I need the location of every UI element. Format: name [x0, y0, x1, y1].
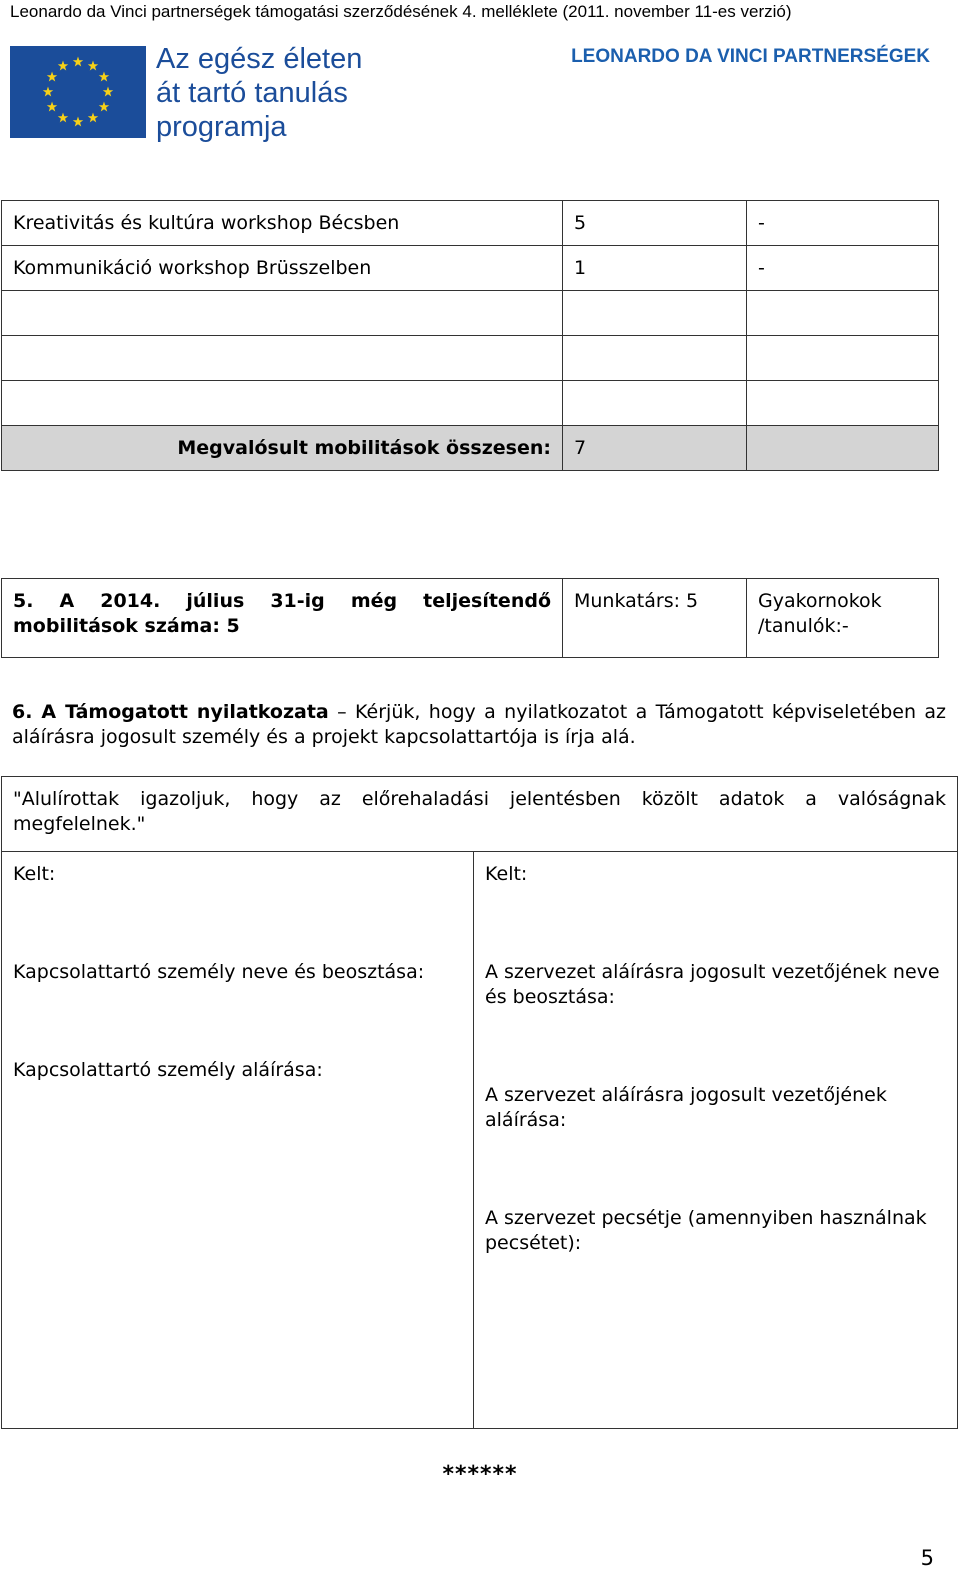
- mobility-staff-cell: [563, 381, 747, 426]
- contact-date-label: Kelt:: [13, 863, 56, 885]
- mobility-trainee-cell: [747, 381, 939, 426]
- remaining-trainees-line-2: /tanulók:-: [758, 615, 849, 637]
- mobility-row: [2, 246, 939, 291]
- eu-star-icon: [47, 102, 57, 112]
- stamp-label: A szervezet pecsétje (amennyiben használnak pecsétet):: [485, 1207, 927, 1254]
- logo-text: [156, 42, 362, 144]
- eu-flag-icon: [10, 46, 146, 138]
- declaration-statement: "Alulírottak igazoljuk, hogy az előrehaladási jelentésben közölt adatok a valóságnak megfelelnek.": [2, 777, 958, 852]
- eu-star-icon: [99, 102, 109, 112]
- contact-name-label: Kapcsolattartó személy neve és beosztása:: [13, 961, 425, 983]
- mobility-row: [2, 381, 939, 426]
- mobility-trainee-cell: [747, 291, 939, 336]
- remaining-label: [2, 579, 563, 658]
- logo-line-1: Az egész életen: [156, 43, 363, 75]
- total-row: [2, 426, 939, 471]
- eu-star-icon: [88, 112, 98, 122]
- mobility-staff-cell: [563, 336, 747, 381]
- mobility-name-cell: Kreativitás és kultúra workshop Bécsben: [2, 201, 563, 246]
- remaining-row: [2, 579, 939, 658]
- signature-row: [2, 852, 958, 1429]
- mobility-table: [1, 200, 939, 471]
- mobility-name-cell: Kommunikáció workshop Brüsszelben: [2, 246, 563, 291]
- end-stars: ******: [442, 1462, 518, 1487]
- remaining-trainees-line-1: Gyakornokok: [758, 590, 882, 612]
- eu-star-icon: [43, 87, 53, 97]
- mobility-staff-cell: 5: [563, 201, 747, 246]
- mobility-name-cell: [2, 381, 563, 426]
- mobility-row: [2, 336, 939, 381]
- program-title: LEONARDO DA VINCI PARTNERSÉGEK: [571, 46, 930, 67]
- eu-star-icon: [73, 117, 83, 127]
- eu-star-icon: [58, 61, 68, 71]
- page-number: 5: [920, 1546, 934, 1570]
- mobility-trainee-cell: -: [747, 246, 939, 291]
- remaining-trainees: [747, 579, 939, 658]
- contact-signature-cell: [2, 852, 474, 1429]
- remaining-staff: Munkatárs: 5: [563, 579, 747, 658]
- mobility-row: [2, 201, 939, 246]
- mobility-row: [2, 291, 939, 336]
- mobility-staff-cell: 1: [563, 246, 747, 291]
- llp-logo: [10, 43, 378, 146]
- total-empty-cell: [747, 426, 939, 471]
- leader-signature-cell: [474, 852, 958, 1429]
- eu-star-icon: [73, 57, 83, 67]
- remaining-label-line-1: 5. A 2014. július 31-ig még teljesítendő: [13, 590, 551, 612]
- total-value: 7: [563, 426, 747, 471]
- eu-star-icon: [99, 72, 109, 82]
- logo-line-3: programja: [156, 111, 287, 143]
- section-6-text: – Kérjük, hogy a nyilatkozatot a Támogatott képviseletében az aláírásra jogosult személy és a projekt kapcsolattartója is írja alá.: [12, 701, 947, 748]
- leader-sign-label: A szervezet aláírásra jogosult vezetőjének aláírása:: [485, 1084, 887, 1131]
- section-6: [12, 700, 946, 750]
- remaining-label-line-2: mobilitások száma: 5: [13, 615, 240, 637]
- contact-sign-label: Kapcsolattartó személy aláírása:: [13, 1059, 323, 1081]
- document-header: Leonardo da Vinci partnerségek támogatási szerződésének 4. melléklete (2011. november 11-es verzió): [10, 2, 792, 21]
- eu-star-icon: [88, 61, 98, 71]
- mobility-staff-cell: [563, 291, 747, 336]
- mobility-name-cell: [2, 336, 563, 381]
- section-6-heading: 6. A Támogatott nyilatkozata: [12, 701, 329, 723]
- eu-star-icon: [47, 72, 57, 82]
- leader-date-label: Kelt:: [485, 863, 528, 885]
- declaration-statement-row: [2, 777, 958, 852]
- remaining-mobilities-table: [1, 578, 939, 658]
- declaration-table: [1, 776, 958, 1429]
- leader-name-label: A szervezet aláírásra jogosult vezetőjének neve és beosztása:: [485, 961, 940, 1008]
- eu-star-icon: [103, 87, 113, 97]
- mobility-trainee-cell: [747, 336, 939, 381]
- total-label: Megvalósult mobilitások összesen:: [2, 426, 563, 471]
- mobility-name-cell: [2, 291, 563, 336]
- logo-line-2: át tartó tanulás: [156, 77, 348, 109]
- mobility-trainee-cell: -: [747, 201, 939, 246]
- eu-star-icon: [58, 112, 68, 122]
